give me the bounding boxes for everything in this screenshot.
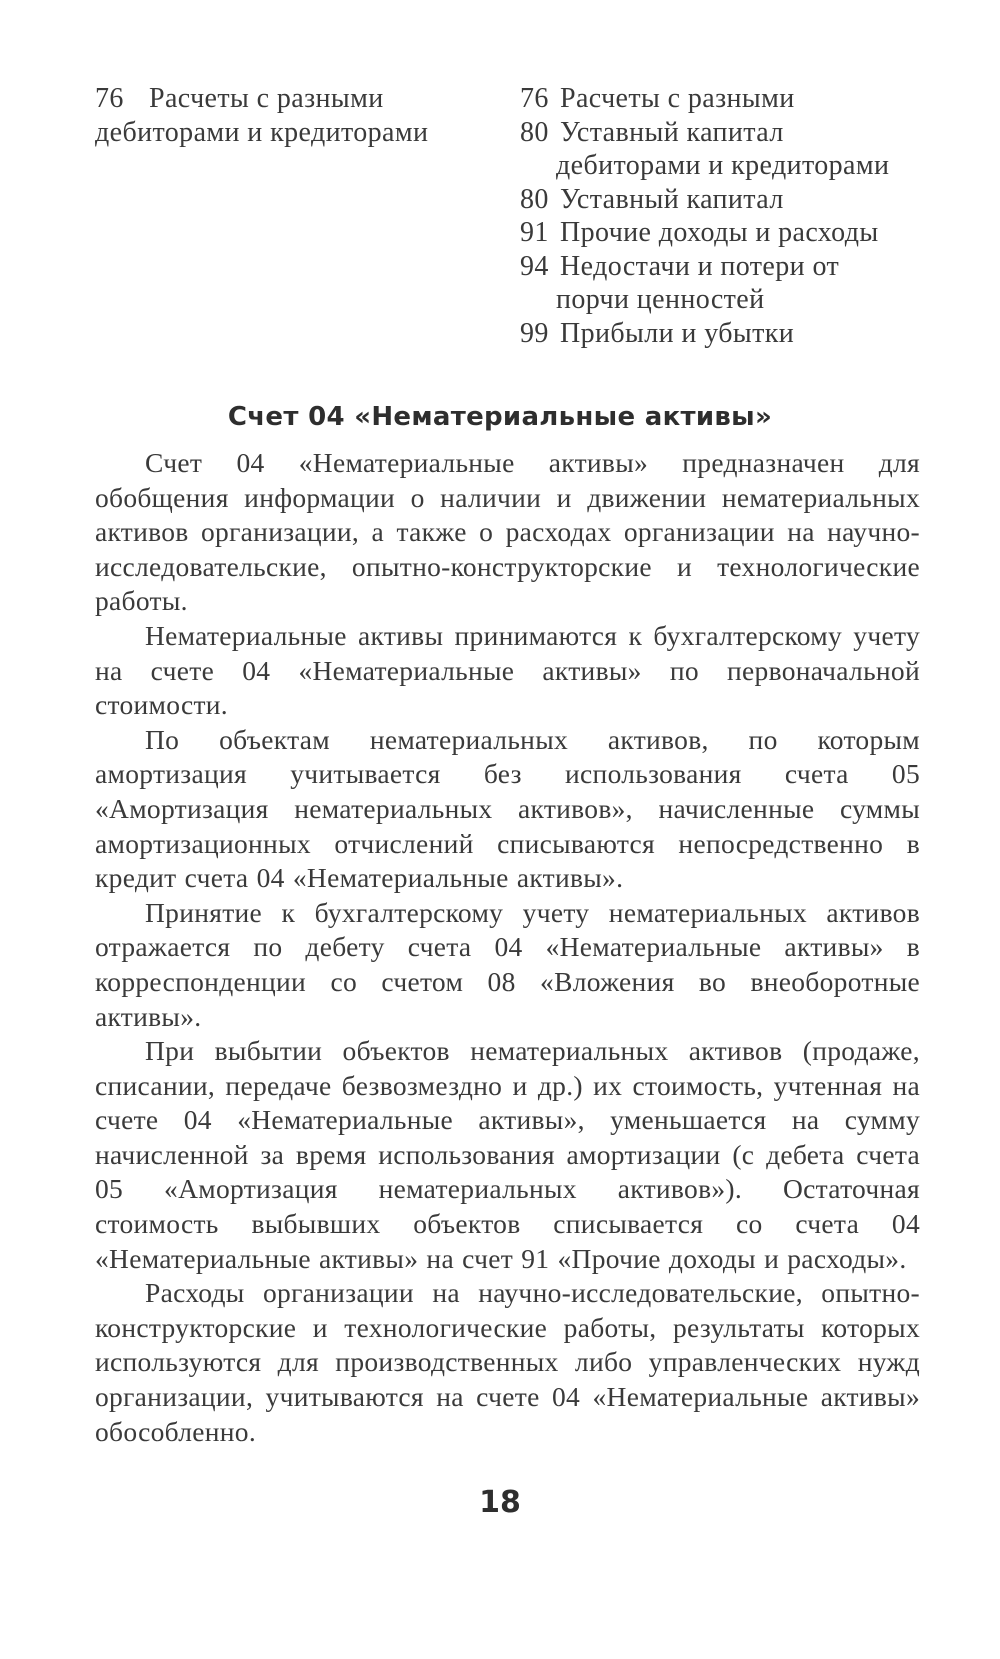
right-account-entry: [520, 317, 920, 351]
account-number: 76: [95, 83, 124, 114]
account-number: 91: [520, 217, 549, 248]
right-account-entry: [520, 116, 920, 183]
left-account-list: [95, 82, 475, 149]
paragraph: По объектам нематериальных активов, по которым амортизация учитывается без использования счета 05 «Амортизация нематериальных активов», начисленные суммы амортизационных отчислений списываются непосредственно в кредит счета 04 «Нематериальные активы».: [95, 723, 920, 894]
account-number: 94: [520, 250, 549, 282]
account-title: Прочие доходы и расходы: [560, 217, 879, 248]
account-title: Прибыли и убытки: [560, 317, 795, 349]
account-title-continuation: дебиторами и кредиторами: [556, 150, 890, 181]
right-account-list: [520, 82, 920, 350]
paragraph: Счет 04 «Нематериальные активы» предназначен для обобщения информации о наличии и движении нематериальных активов организации, а также о расходах организации на научно-исследовательские, опытно-конструкторские и технологические работы.: [95, 447, 920, 617]
account-number: 80: [520, 116, 549, 148]
right-account-entry: [520, 183, 920, 217]
paragraph: При выбытии объектов нематериальных активов (продаже, списании, передаче безвозмездно и др.) их стоимость, учтенная на счете 04 «Нематериальные активы», уменьшается на сумму начисленной за время использования амортизации (с дебета счета 05 «Амортизация нематериальных активов»). Остаточная стоимость выбывших объектов списывается со счета 04 «Нематериальные активы» на счет 91 «Прочие доходы и расходы».: [95, 1035, 920, 1274]
account-number: 76: [520, 83, 549, 114]
account-title: Уставный капитал: [560, 116, 784, 148]
section-heading: Счет 04 «Нематериальные активы»: [227, 402, 773, 432]
account-title-continuation: дебиторами и кредиторами: [95, 116, 429, 148]
paragraph: Нематериальные активы принимаются к бухгалтерскому учету на счете 04 «Нематериальные активы» по первоначальной стоимости.: [95, 619, 920, 721]
page-number: 18: [479, 1485, 521, 1520]
right-account-entry: [520, 250, 920, 317]
paragraph: Расходы организации на научно-исследовательские, опытно-конструкторские и технологические работы, результаты которых используются для производственных либо управленческих нужд организации, учитываются на счете 04 «Нематериальные активы» обособленно.: [95, 1277, 920, 1447]
left-account-entry: [95, 82, 475, 149]
account-number: 99: [520, 317, 549, 349]
account-number: 80: [520, 183, 549, 215]
account-title: Расчеты с разными: [560, 83, 795, 114]
paragraph: Принятие к бухгалтерскому учету нематериальных активов отражается по дебету счета 04 «Нематериальные активы» в корреспонденции со счетом 08 «Вложения во внеоборотные активы».: [95, 896, 920, 1032]
account-title: Уставный капитал: [560, 183, 784, 215]
right-account-entry: [520, 82, 920, 116]
account-title-continuation: порчи ценностей: [556, 284, 765, 315]
right-account-entry: [520, 216, 920, 250]
body-text: [95, 446, 920, 1449]
account-title: Недостачи и потери от: [560, 250, 840, 282]
account-title: Расчеты с разными: [149, 83, 384, 114]
